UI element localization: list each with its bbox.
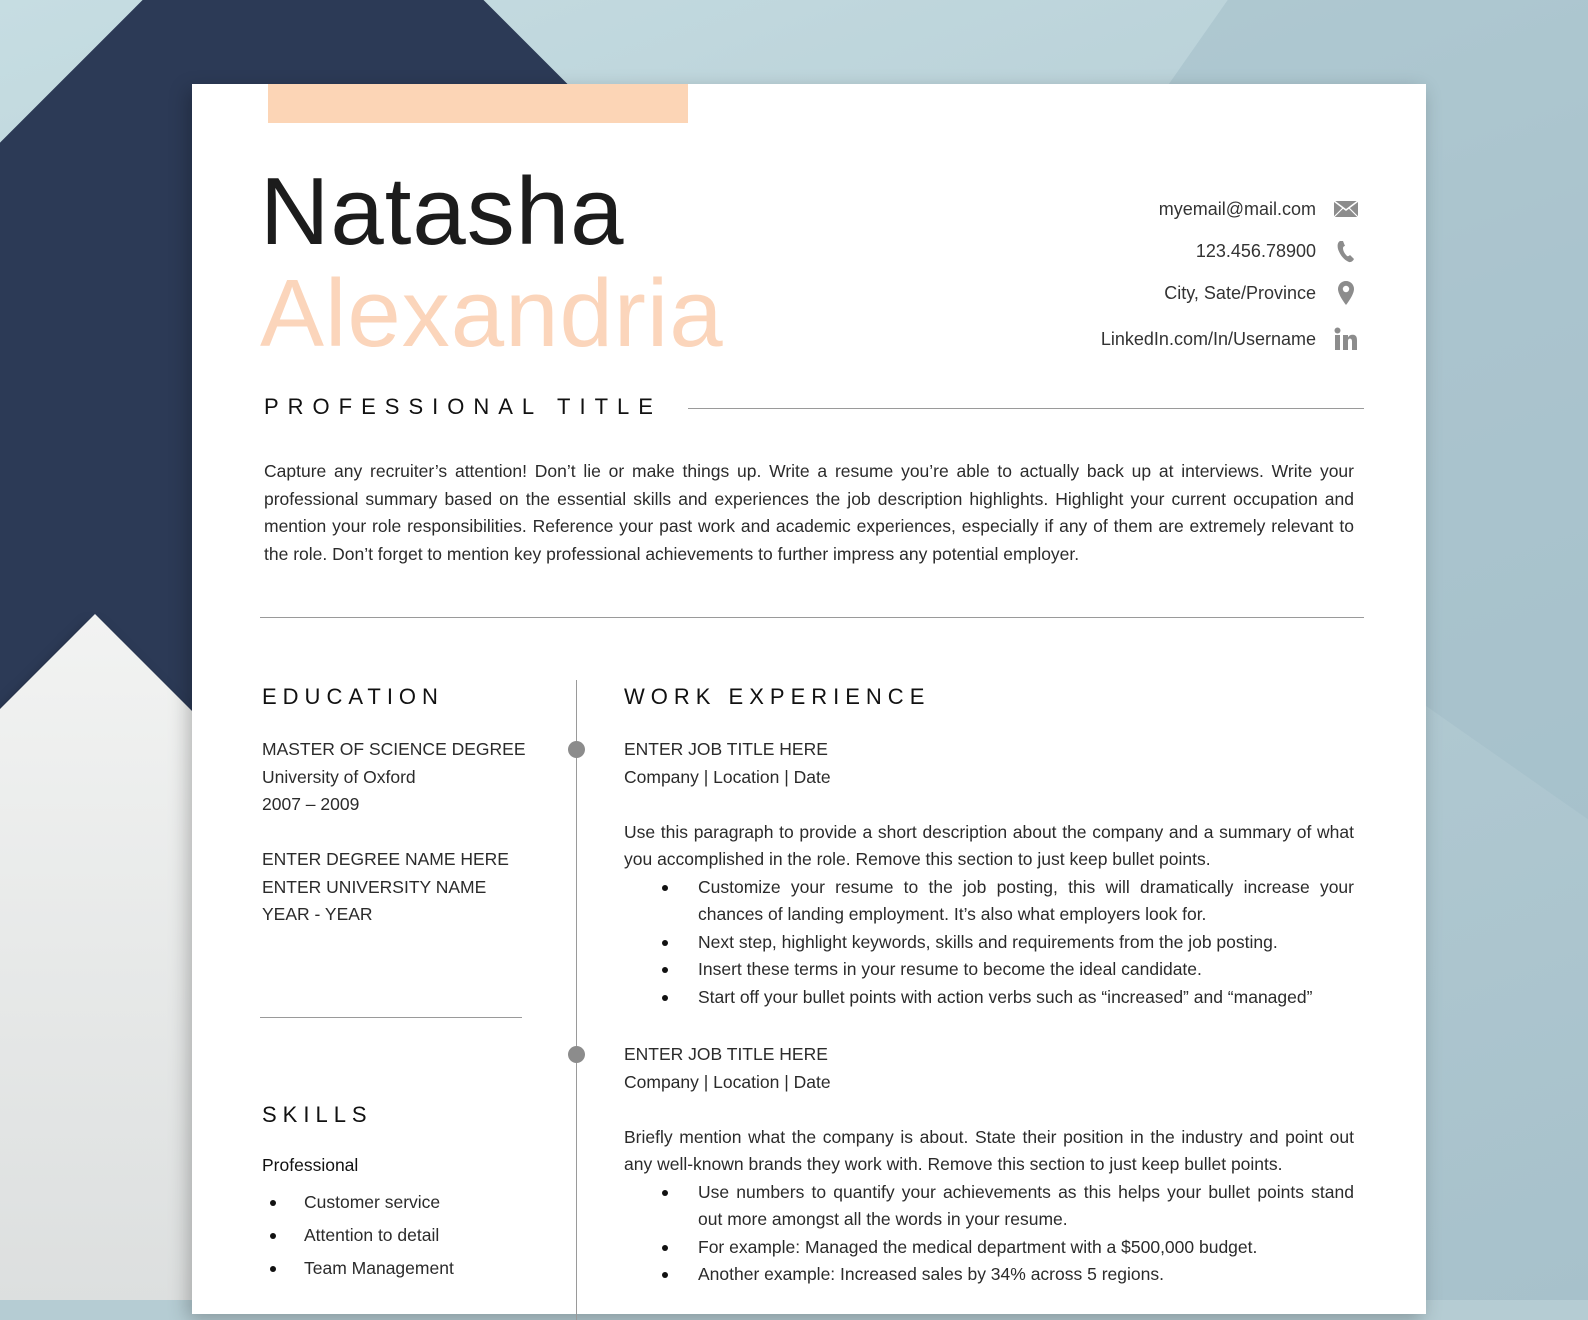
list-item [624,1179,1354,1234]
work-experience-heading: WORK EXPERIENCE [624,684,931,709]
job-title: ENTER JOB TITLE HERE [624,1044,828,1064]
job-bullets [624,874,1354,1012]
contact-email[interactable] [880,188,1360,230]
bullet-icon [270,1266,276,1272]
education-years: 2007 – 2009 [262,794,360,814]
job-description: Use this paragraph to provide a short description about the company and a summary of what you accomplished in the role. Remove this section to just keep bullet points. [624,821,1354,869]
skill-label: Attention to detail [304,1225,440,1245]
list-item [262,1186,454,1219]
list-item [624,874,1354,929]
education-school: ENTER UNIVERSITY NAME [262,876,487,897]
linkedin-icon [1332,325,1360,353]
job-entry [624,1041,1354,1289]
bullet-text: For example: Managed the medical department with a $500,000 budget. [698,1236,1258,1257]
bullet-text: Use numbers to quantify your achievements as this helps your bullet points stand out more amongst all the words in your resume. [698,1181,1354,1229]
job-bullets [624,1179,1354,1289]
title-divider [688,408,1364,409]
education-entry [262,736,526,819]
first-name: Natasha [260,158,625,265]
list-item [624,929,1354,957]
education-degree: MASTER OF SCIENCE DEGREE [262,739,526,759]
contact-linkedin-text: LinkedIn.com/In/Username [1100,328,1316,349]
contact-phone-text: 123.456.78900 [1195,240,1316,261]
professional-title: PROFESSIONAL TITLE [264,394,662,419]
contact-phone[interactable] [880,230,1360,272]
last-name: Alexandria [260,260,724,367]
contact-linkedin[interactable] [880,318,1360,360]
contact-location-text: City, Sate/Province [1164,282,1316,303]
bullet-icon [662,885,668,891]
contact-info [880,188,1360,360]
professional-summary: Capture any recruiter’s attention! Don’t lie or make things up. Write a resume you’re able to actually back up at interviews. Write your professional summary based on the essential skills and experiences the job description highlights. Highlight your current occupation and mention your role responsibilities. Reference your past work and academic experiences, especially if any of them are extremely relevant to the role. Don’t forget to mention key professional achievements to further impress any potential employer. [264,461,1354,564]
timeline-line [576,680,577,1320]
bullet-icon [662,940,668,946]
list-item [262,1219,454,1252]
job-description: Briefly mention what the company is about. State their position in the industry and point out any well-known brands they work with. Remove this section to just keep bullet points. [624,1126,1354,1174]
skills-list [262,1186,454,1285]
job-meta: Company | Location | Date [624,766,831,787]
education-years: YEAR - YEAR [262,904,373,924]
bullet-icon [662,995,668,1001]
education-degree: ENTER DEGREE NAME HERE [262,849,509,869]
list-item [262,1252,454,1285]
job-title: ENTER JOB TITLE HERE [624,739,828,759]
bullet-icon [270,1233,276,1239]
bullet-icon [662,967,668,973]
bullet-text: Start off your bullet points with action verbs such as “increased” and “managed” [698,986,1313,1007]
bullet-icon [662,1272,668,1278]
skills-heading: SKILLS [262,1102,373,1127]
phone-icon [1332,237,1360,265]
skills-subheading: Professional [262,1155,359,1175]
envelope-icon [1332,195,1360,223]
timeline-dot [568,1046,585,1063]
list-item [624,1234,1354,1262]
timeline-dot [568,741,585,758]
list-item [624,1261,1354,1289]
education-entry [262,846,509,929]
bullet-icon [270,1200,276,1206]
skill-label: Team Management [304,1258,454,1278]
education-school: University of Oxford [262,766,416,787]
summary-divider [260,617,1364,618]
education-divider [260,1017,522,1018]
contact-location[interactable] [880,272,1360,314]
accent-bar [268,84,688,123]
resume-sheet [192,84,1426,1314]
list-item [624,984,1354,1012]
bullet-icon [662,1190,668,1196]
list-item [624,956,1354,984]
job-meta: Company | Location | Date [624,1071,831,1092]
contact-email-text: myemail@mail.com [1158,198,1316,219]
bullet-text: Customize your resume to the job posting, this will dramatically increase your chances of landing employment. It’s also what employers look for. [698,876,1354,924]
bullet-icon [662,1245,668,1251]
job-entry [624,736,1354,1011]
education-heading: EDUCATION [262,684,444,709]
location-pin-icon [1332,279,1360,307]
skill-label: Customer service [304,1192,441,1212]
bullet-text: Insert these terms in your resume to become the ideal candidate. [698,959,1202,979]
bullet-text: Next step, highlight keywords, skills and requirements from the job posting. [698,931,1278,952]
bullet-text: Another example: Increased sales by 34% across 5 regions. [698,1264,1164,1284]
